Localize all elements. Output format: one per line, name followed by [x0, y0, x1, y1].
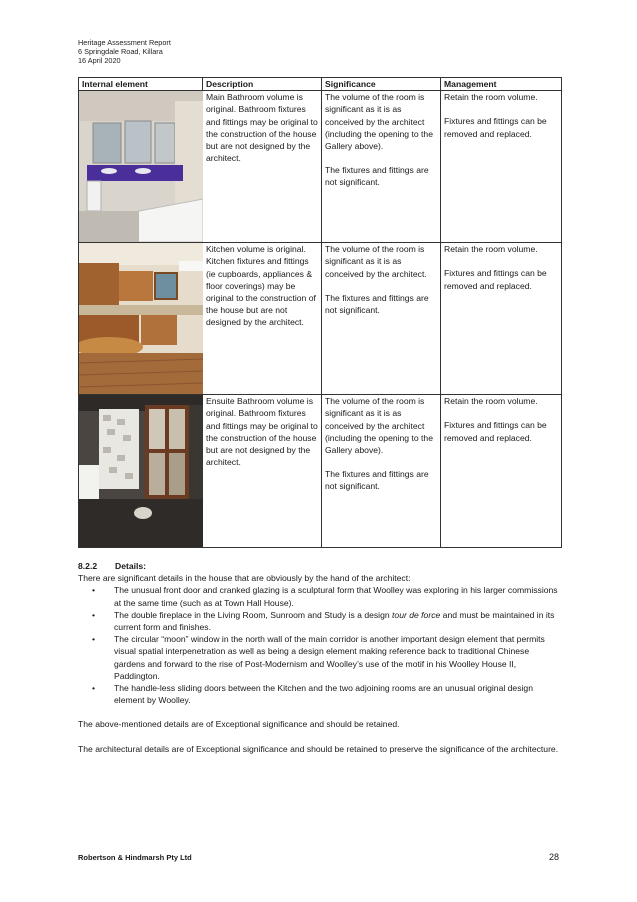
- bullet-text: The circular “moon” window in the north wall of the main corridor is another important design element that permits visual spatial interpenetration as well as being a design element making reference back to traditional Chinese gardens and forward to the rise of Post-Modernism and Woolley’s use of the motif in his Woolley House II, Paddington.: [114, 634, 545, 681]
- photo-cell: [79, 395, 203, 548]
- details-section: [78, 560, 562, 755]
- significance-text: The volume of the room is significant as it is as conceived by the architect (including the opening to the Gallery above).: [325, 92, 433, 152]
- table-row: [79, 91, 562, 243]
- description-text: Main Bathroom volume is original. Bathroom fixtures and fittings may be original to the construction of the house but are not designed by the architect.: [206, 92, 318, 164]
- section-intro: There are significant details in the house that are obviously by the hand of the architect:: [78, 573, 411, 584]
- management-text: Retain the room volume.: [444, 396, 538, 407]
- kitchen-photo: [79, 243, 203, 394]
- details-list: [78, 584, 562, 706]
- section-number: 8.2.2: [78, 561, 98, 571]
- management-cell: [441, 395, 562, 548]
- description-cell: [203, 91, 322, 243]
- management-fixtures-text: Fixtures and fittings can be removed and replaced.: [444, 420, 547, 443]
- management-text: Retain the room volume.: [444, 244, 538, 255]
- significance-text: The volume of the room is significant as it is as conceived by the architect.: [325, 244, 427, 279]
- management-fixtures-text: Fixtures and fittings can be removed and replaced.: [444, 116, 547, 139]
- bathroom-photo: [79, 91, 203, 242]
- significance-cell: [322, 395, 441, 548]
- significance-fixtures-text: The fixtures and fittings are not significant.: [325, 469, 429, 492]
- page-number: 28: [548, 852, 559, 862]
- report-date: 16 April 2020: [78, 56, 121, 65]
- document-header: [78, 38, 171, 65]
- photo-cell: [79, 91, 203, 243]
- table-row: [79, 395, 562, 548]
- report-title: Heritage Assessment Report: [78, 38, 171, 47]
- paragraph-exceptional-details: The above-mentioned details are of Exceptional significance and should be retained.: [78, 719, 400, 730]
- significance-text: The volume of the room is significant as it is as conceived by the architect (including the opening to the Gallery above).: [325, 396, 433, 456]
- section-title: Details:: [115, 561, 147, 571]
- description-cell: [203, 243, 322, 395]
- internal-elements-table: [78, 77, 562, 548]
- bullet-text: The unusual front door and cranked glazing is a sculptural form that Woolley was exploring in his larger commissions at the same time (such as at Town Hall House).: [114, 585, 558, 608]
- header-significance: Significance: [322, 78, 441, 91]
- report-address: 6 Springdale Road, Killara: [78, 47, 163, 56]
- list-item: • The double fireplace in the Living Room, Sunroom and Study is a design tour de force and must be maintained in its current form and finishes.: [92, 609, 555, 633]
- table-row: [79, 243, 562, 395]
- management-cell: [441, 243, 562, 395]
- management-text: Retain the room volume.: [444, 92, 538, 103]
- significance-cell: [322, 243, 441, 395]
- list-item: • The handle-less sliding doors between the Kitchen and the two adjoining rooms are an unusual original design element by Woolley.: [92, 683, 533, 706]
- section-heading: [78, 560, 562, 572]
- footer-company: Robertson & Hindmarsh Pty Ltd: [78, 853, 192, 862]
- bullet-text: The handle-less sliding doors between the Kitchen and the two adjoining rooms are an unusual original design element by Woolley.: [114, 683, 533, 706]
- table-header-row: [79, 78, 562, 91]
- significance-cell: [322, 91, 441, 243]
- description-text: Kitchen volume is original. Kitchen fixtures and fittings (ie cupboards, appliances & floor coverings) may be original to the construction of the house but are not designed by the architect.: [206, 244, 316, 328]
- description-cell: [203, 395, 322, 548]
- paragraph-architectural-details: The architectural details are of Exceptional significance and should be retained to preserve the significance of the architecture.: [78, 743, 559, 754]
- photo-cell: [79, 243, 203, 395]
- description-text: Ensuite Bathroom volume is original. Bathroom fixtures and fittings may be original to the construction of the house but are not designed by the architect.: [206, 396, 318, 468]
- ensuite-photo: [79, 395, 203, 547]
- management-cell: [441, 91, 562, 243]
- header-internal-element: Internal element: [79, 78, 203, 91]
- bullet-text: The double fireplace in the Living Room, Sunroom and Study is a design tour de force and must be maintained in its current form and finishes.: [114, 609, 555, 633]
- header-description: Description: [203, 78, 322, 91]
- list-item: • The circular “moon” window in the north wall of the main corridor is another important design element that permits visual spatial interpenetration as well as being a design element making reference back to traditional Chinese gardens and forward to the rise of Post-Modernism and Woolley’s use of the motif in his Woolley House II, Paddington.: [92, 634, 545, 681]
- management-fixtures-text: Fixtures and fittings can be removed and replaced.: [444, 268, 547, 291]
- list-item: • The unusual front door and cranked glazing is a sculptural form that Woolley was exploring in his larger commissions at the same time (such as at Town Hall House).: [92, 585, 558, 608]
- significance-fixtures-text: The fixtures and fittings are not significant.: [325, 165, 429, 188]
- significance-fixtures-text: The fixtures and fittings are not significant.: [325, 292, 429, 316]
- header-management: Management: [441, 78, 562, 91]
